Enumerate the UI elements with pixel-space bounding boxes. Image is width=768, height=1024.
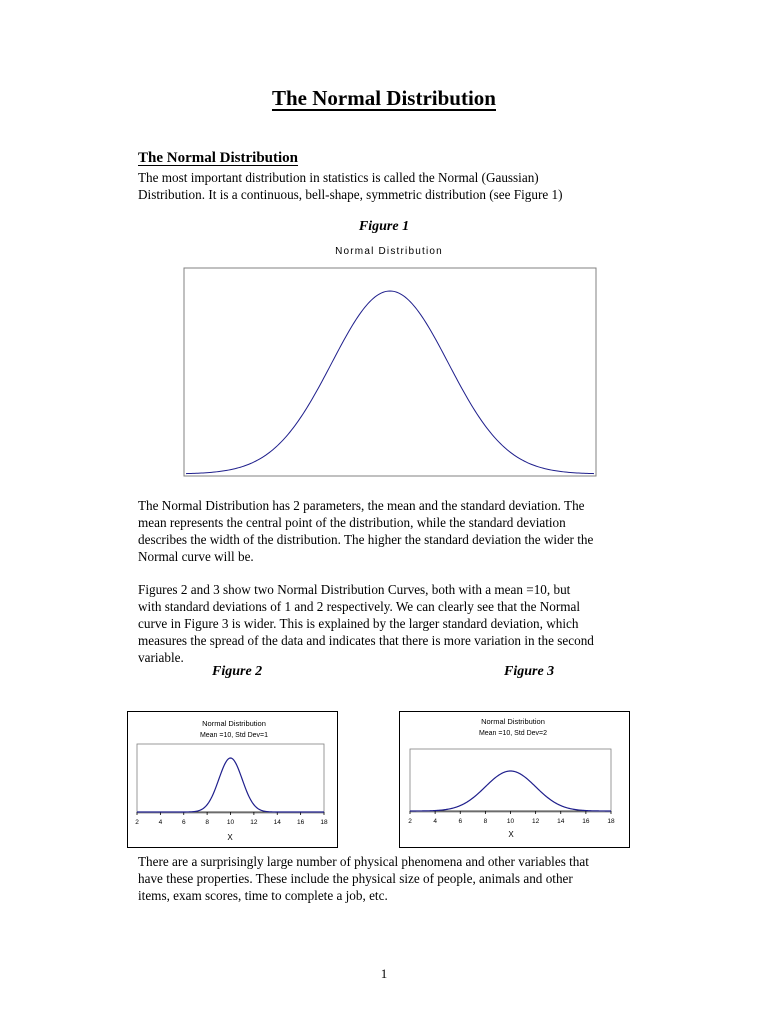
figure-3-chart: [399, 711, 630, 848]
paragraph-line: variable.: [138, 650, 184, 665]
figure-2-x-axis-label: X: [227, 833, 233, 842]
figure-3-x-tick-label: 8: [483, 818, 488, 825]
figure-3-x-tick-label: 12: [532, 818, 540, 825]
figure-1-plot-frame: [184, 268, 596, 476]
parameters-paragraph: [138, 497, 638, 565]
figure-3-chart-title: Normal Distribution: [481, 717, 545, 726]
figure-2-x-tick-label: 16: [297, 819, 305, 826]
figure-1-bell-curve: [186, 291, 594, 474]
figure-1-chart-title: Normal Distribution: [335, 246, 443, 257]
figure-1-caption: Figure 1: [358, 219, 410, 234]
figure-3-x-tick-label: 6: [458, 818, 463, 825]
paragraph-line: with standard deviations of 1 and 2 respectively. We can clearly see that the Normal: [138, 599, 581, 614]
figure-3-x-tick-label: 18: [607, 818, 615, 825]
figure-2-chart: [127, 711, 338, 848]
figure-3-x-tick-label: 16: [582, 818, 590, 825]
figure-3-x-tick-label: 2: [408, 818, 412, 825]
paragraph-line: There are a surprisingly large number of physical phenomena and other variables that: [138, 854, 589, 869]
intro-paragraph: [138, 169, 638, 203]
paragraph-line: describes the width of the distribution. The higher the standard deviation the wider the: [138, 532, 594, 547]
figure-2-x-tick-label: 14: [273, 819, 281, 826]
figure-2-x-tick-label: 6: [181, 819, 186, 826]
paragraph-line: measures the spread of the data and indicates that there is more variation in the second: [138, 633, 594, 648]
figure-2-chart-title: Normal Distribution: [202, 719, 266, 728]
figure-2-chart-subtitle: Mean =10, Std Dev=1: [199, 732, 269, 739]
figure-2-caption: Figure 2: [212, 664, 263, 679]
figure-2-x-tick-label: 18: [320, 819, 328, 826]
figure-3-x-tick-label: 10: [506, 818, 515, 825]
figure-2-x-tick-label: 10: [226, 819, 235, 826]
figure-2-x-tick-label: 8: [205, 819, 209, 826]
paragraph-line: Normal curve will be.: [138, 549, 254, 564]
paragraph-line: mean represents the central point of the distribution, while the standard deviation: [138, 515, 566, 530]
document-title-wrap: [0, 86, 768, 111]
paragraph-line: curve in Figure 3 is wider. This is explained by the larger standard deviation, which: [138, 616, 579, 631]
paragraph-line: Distribution. It is a continuous, bell-shape, symmetric distribution (see Figure 1): [138, 187, 563, 202]
figure-2-x-tick-label: 12: [250, 819, 258, 826]
figure-3-caption: Figure 3: [504, 664, 555, 679]
paragraph-line: items, exam scores, time to complete a job, etc.: [138, 888, 388, 903]
paragraph-line: Figures 2 and 3 show two Normal Distribution Curves, both with a mean =10, but: [138, 582, 571, 597]
figure-1-chart: [180, 265, 600, 480]
figure-3-x-tick-label: 4: [433, 818, 437, 825]
section-heading: The Normal Distribution: [138, 150, 299, 166]
examples-paragraph: [138, 853, 638, 904]
figure-2-x-tick-label: 4: [158, 819, 163, 826]
figure-2-x-tick-label: 2: [135, 819, 139, 826]
paragraph-line: The Normal Distribution has 2 parameters, the mean and the standard deviation. The: [138, 498, 585, 513]
figures-comparison-paragraph: [138, 581, 638, 666]
figure-3-chart-subtitle: Mean =10, Std Dev=2: [478, 730, 548, 737]
paragraph-line: have these properties. These include the physical size of people, animals and other: [138, 871, 573, 886]
paragraph-line: The most important distribution in statistics is called the Normal (Gaussian): [138, 170, 539, 185]
figure-3-x-axis-label: X: [508, 830, 514, 839]
figure-3-x-tick-label: 14: [557, 818, 565, 825]
page-number: 1: [380, 966, 388, 981]
document-title: The Normal Distribution: [271, 86, 496, 110]
